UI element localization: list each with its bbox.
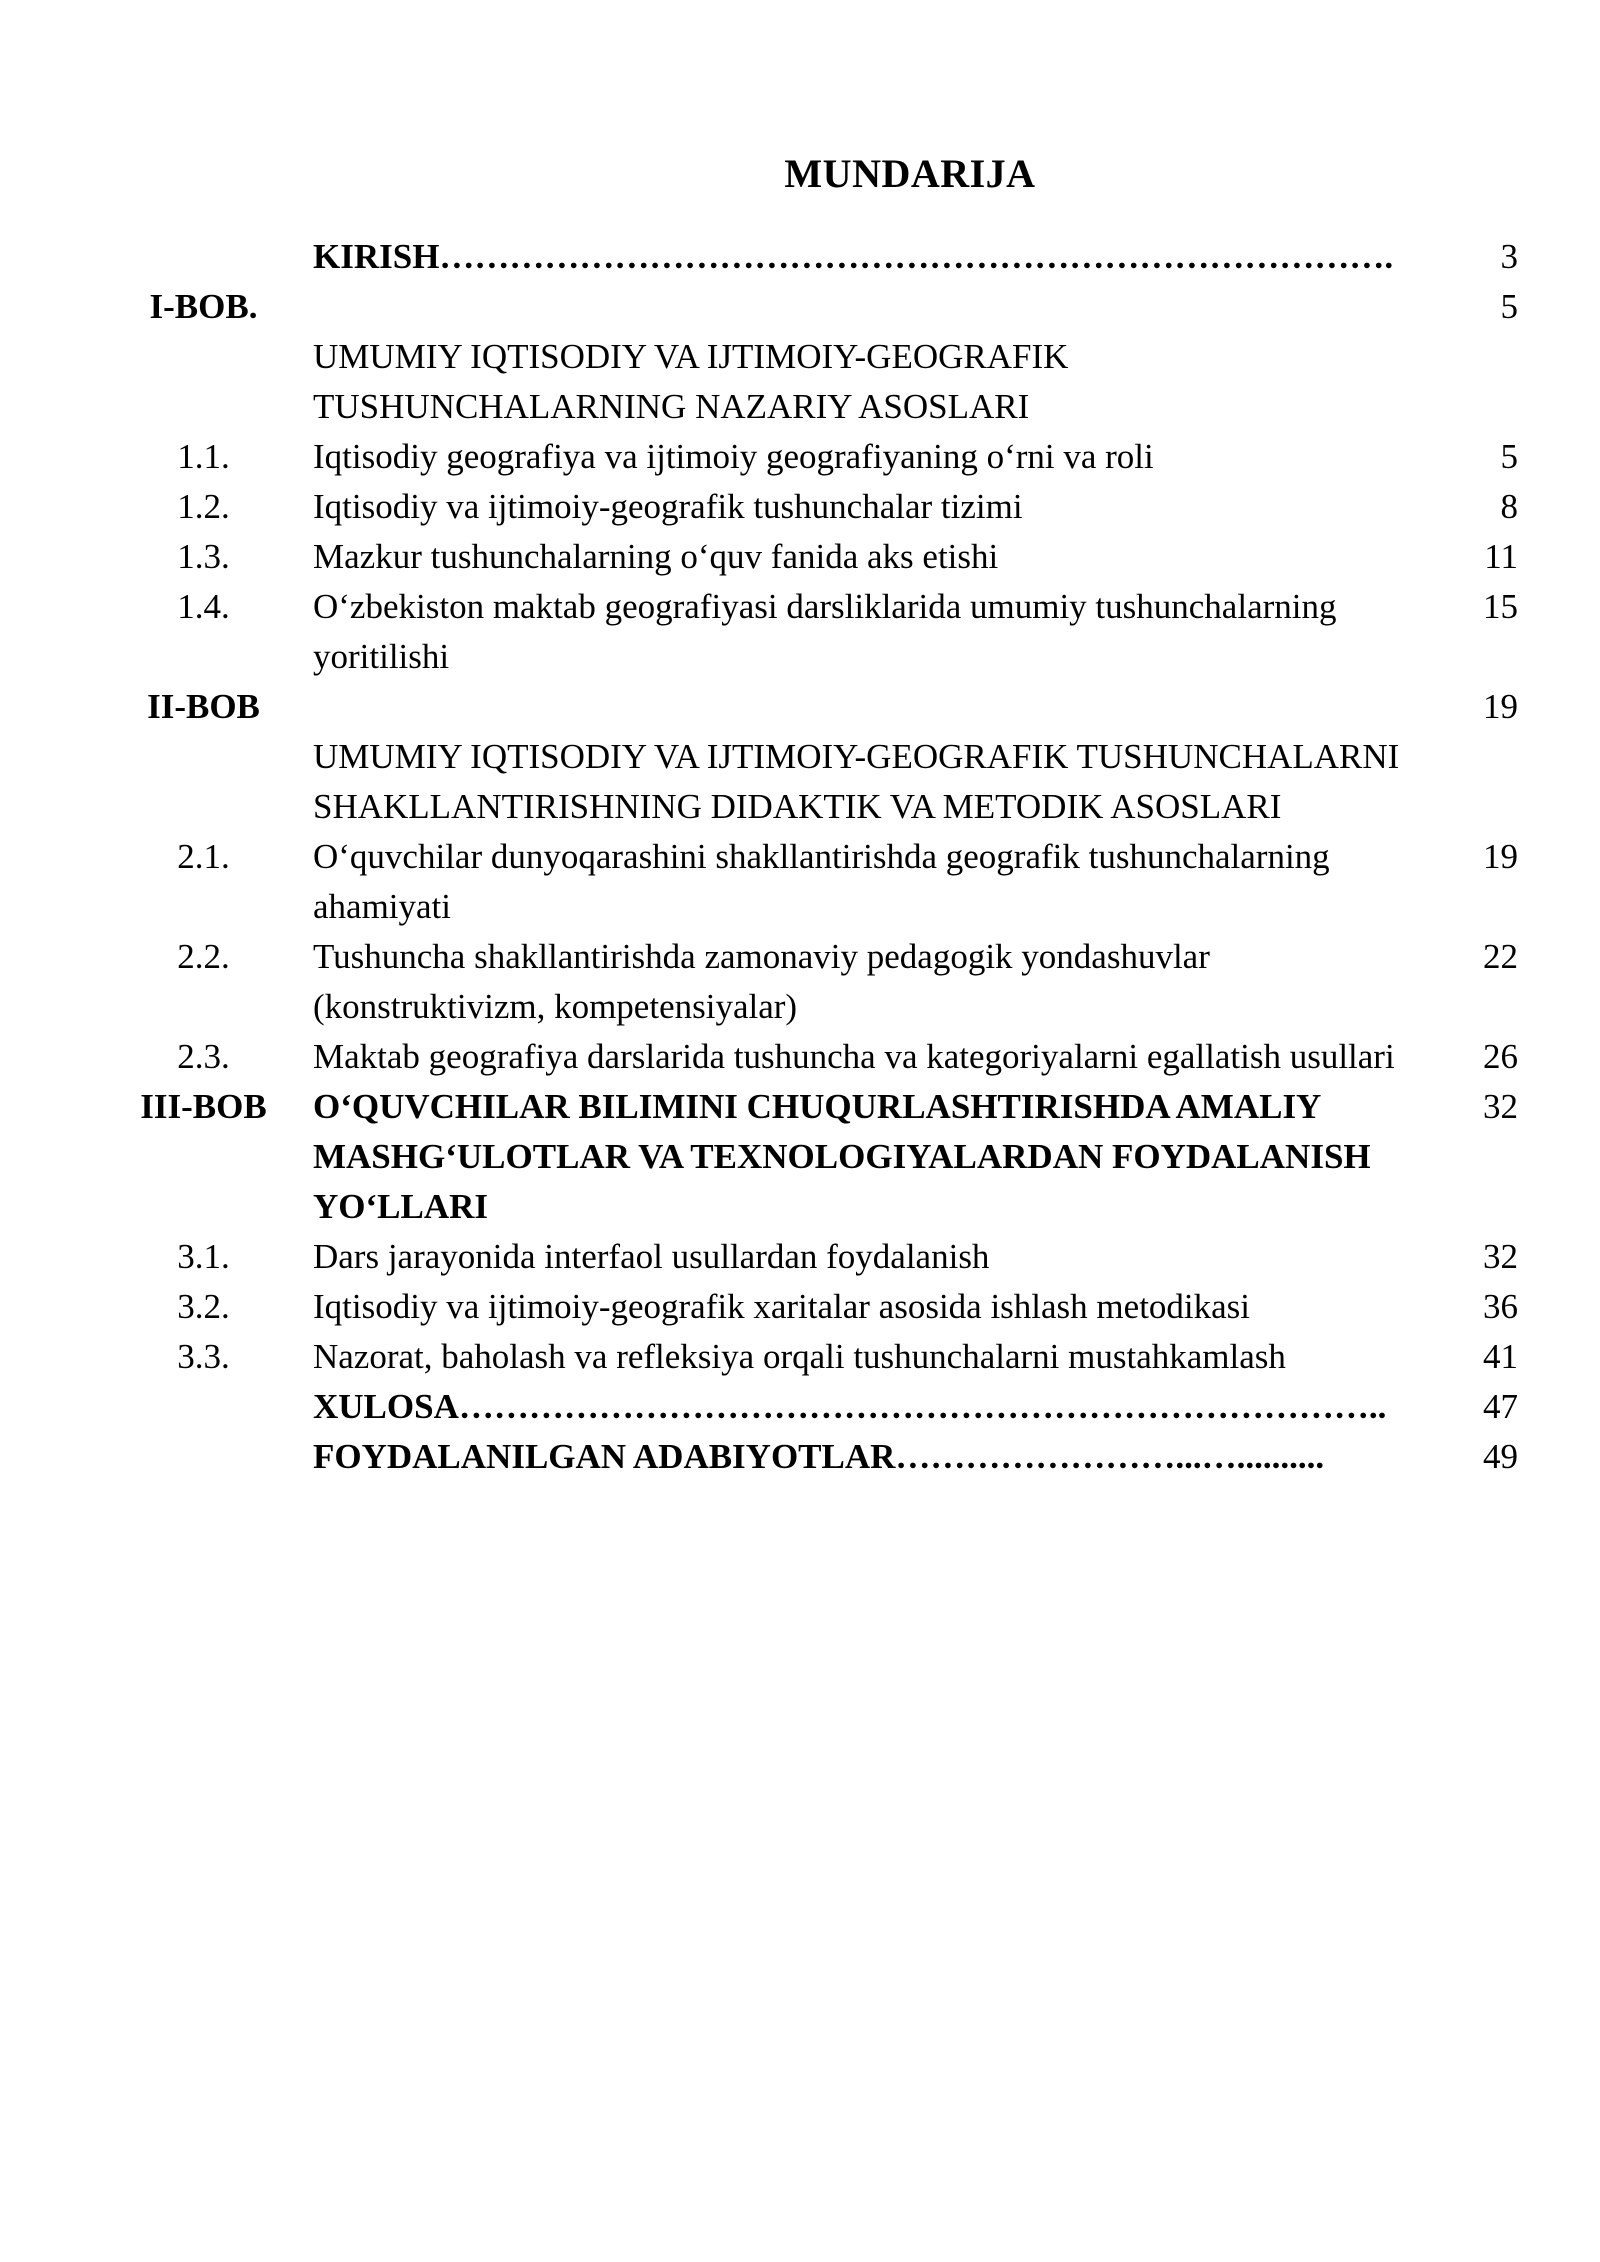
toc-section-title: Maktab geografiya darslarida tushuncha va kategoriyalarni egallatish usullari — [313, 1037, 1395, 1076]
toc-section-number: 1.1. — [177, 437, 230, 476]
toc-section-3-1 — [0, 1232, 1600, 1282]
page-title: MUNDARIJA — [784, 151, 1036, 196]
toc-chapter-title: O‘QUVCHILAR BILIMINI CHUQURLASHTIRISHDA AMALIY MASHG‘ULOTLAR VA TEXNOLOGIYALARDAN FOYDALANISH YO‘LLARI — [313, 1087, 1371, 1226]
toc-entry-conclusion — [0, 1382, 1600, 1432]
toc-entry-text: XULOSA…………………………………………………………………….. — [313, 1387, 1387, 1426]
toc-section-1-2 — [0, 482, 1600, 532]
toc-section-number: 2.1. — [177, 837, 230, 876]
toc-section-title: O‘quvchilar dunyoqarashini shakllantirishda geografik tushunchalarning ahamiyati — [313, 837, 1330, 926]
toc-chapter-3 — [0, 1082, 1600, 1232]
toc-chapter-label: II-BOB — [147, 687, 260, 726]
toc-section-3-3 — [0, 1332, 1600, 1382]
toc-entry-references — [0, 1432, 1600, 1482]
toc-section-title: O‘zbekiston maktab geografiyasi darsliklarida umumiy tushunchalarning yoritilishi — [313, 587, 1337, 676]
toc-section-number: 1.3. — [177, 537, 230, 576]
toc-page-number: 32 — [1483, 1237, 1518, 1276]
toc-section-1-1 — [0, 432, 1600, 482]
toc-section-number: 2.3. — [177, 1037, 230, 1076]
toc-page-number: 19 — [1483, 837, 1518, 876]
toc-page-number: 11 — [1484, 537, 1518, 576]
toc-section-title: Tushuncha shakllantirishda zamonaviy pedagogik yondashuvlar (konstruktivizm, kompetensiyalar) — [313, 937, 1210, 1026]
toc-page-number: 36 — [1483, 1287, 1518, 1326]
toc-section-number: 3.3. — [177, 1337, 230, 1376]
toc-section-number: 3.1. — [177, 1237, 230, 1276]
toc-section-2-1 — [0, 832, 1600, 932]
toc-section-1-4 — [0, 582, 1600, 682]
toc-chapter-label: III-BOB — [140, 1087, 267, 1126]
toc-entry-text: FOYDALANILGAN ADABIYOTLAR……………………...….......... — [313, 1437, 1325, 1476]
toc-page-number: 5 — [1500, 437, 1518, 476]
toc-chapter-2 — [0, 682, 1600, 832]
toc-chapter-1 — [0, 282, 1600, 432]
toc-page-number: 5 — [1500, 287, 1518, 326]
toc-section-title: Iqtisodiy va ijtimoiy-geografik tushunchalar tizimi — [313, 487, 1023, 526]
toc-section-2-3 — [0, 1032, 1600, 1082]
toc-section-title: Dars jarayonida interfaol usullardan foydalanish — [313, 1237, 990, 1276]
toc-section-title: Iqtisodiy va ijtimoiy-geografik xaritalar asosida ishlash metodikasi — [313, 1287, 1251, 1326]
toc-page-number: 32 — [1483, 1087, 1518, 1126]
toc-page-number: 15 — [1483, 587, 1518, 626]
toc-page-number: 19 — [1483, 687, 1518, 726]
toc-page-number: 3 — [1500, 237, 1518, 276]
toc-entry-intro — [0, 232, 1600, 282]
toc-section-number: 1.4. — [177, 587, 230, 626]
toc-section-2-2 — [0, 932, 1600, 1032]
toc-page-number: 8 — [1500, 487, 1518, 526]
toc-page-number: 22 — [1483, 937, 1518, 976]
toc-section-title: Iqtisodiy geografiya va ijtimoiy geografiyaning o‘rni va roli — [313, 437, 1154, 476]
toc-section-1-3 — [0, 532, 1600, 582]
toc-page-number: 47 — [1483, 1387, 1518, 1426]
toc-section-number: 1.2. — [177, 487, 230, 526]
toc-section-3-2 — [0, 1282, 1600, 1332]
toc-section-title: Mazkur tushunchalarning o‘quv fanida aks etishi — [313, 537, 999, 576]
toc-page-number: 49 — [1483, 1437, 1518, 1476]
toc-chapter-title: UMUMIY IQTISODIY VA IJTIMOIY-GEOGRAFIK TUSHUNCHALARNING NAZARIY ASOSLARI — [313, 337, 1069, 426]
toc-page-number: 26 — [1483, 1037, 1518, 1076]
toc-chapter-title: UMUMIY IQTISODIY VA IJTIMOIY-GEOGRAFIK TUSHUNCHALARNI SHAKLLANTIRISHNING DIDAKTIK VA METODIK ASOSLARI — [313, 737, 1400, 826]
toc-section-number: 3.2. — [177, 1287, 230, 1326]
toc-section-number: 2.2. — [177, 937, 230, 976]
toc-entry-text: KIRISH………………………………………………………………………. — [313, 237, 1394, 276]
toc-page-number: 41 — [1483, 1337, 1518, 1376]
table-of-contents — [0, 232, 1600, 1482]
toc-chapter-label: I-BOB. — [149, 287, 258, 326]
toc-section-title: Nazorat, baholash va refleksiya orqali tushunchalarni mustahkamlash — [313, 1337, 1286, 1376]
